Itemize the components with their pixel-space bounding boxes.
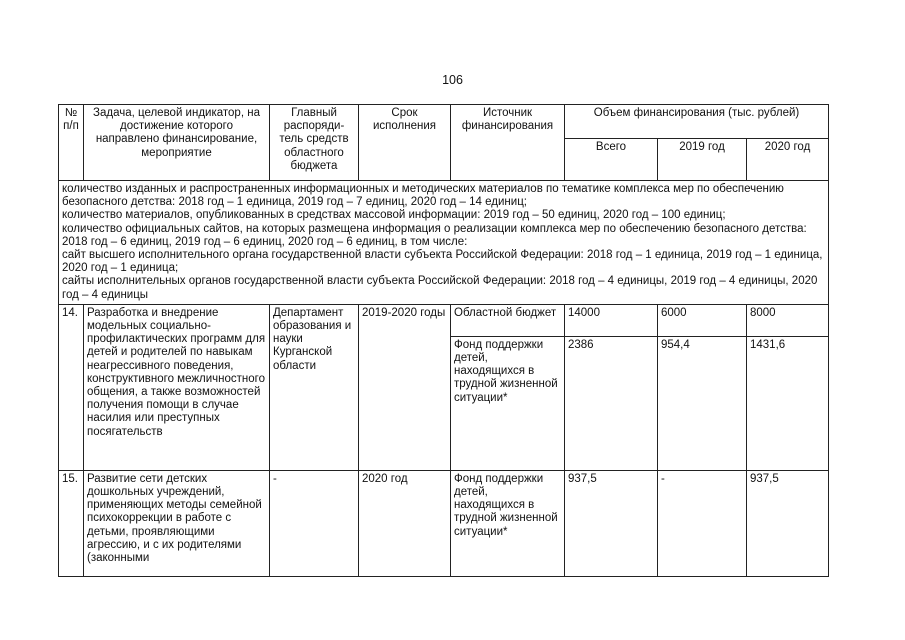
target-indicators <box>59 181 829 305</box>
indicator-line: количество материалов, опубликованных в средствах массовой информации: 2019 год – 50 единиц, 2020 год – 100 единиц; <box>62 209 726 222</box>
row-15-term: 2020 год <box>359 470 451 576</box>
row-14-2020-1: 8000 <box>747 304 829 336</box>
row-15-task: Развитие сети детских дошкольных учреждений, применяющих методы семейной психокоррекции в работе с детьми, проявляющими агрессию, и с их родителями (законными <box>84 470 270 576</box>
header-task: Задача, целевой индикатор, на достижение которого направлено финансирование, мероприятие <box>84 105 270 181</box>
header-2020: 2020 год <box>747 139 829 181</box>
header-term: Срок исполнения <box>359 105 451 181</box>
financing-table <box>58 104 829 577</box>
row-14-num: 14. <box>59 304 84 470</box>
row-14-total-1: 14000 <box>565 304 658 336</box>
row-14-total-2: 2386 <box>565 336 658 470</box>
header-volume: Объем финансирования (тыс. рублей) <box>565 105 829 139</box>
row-14-2020-2: 1431,6 <box>747 336 829 470</box>
row-14-term: 2019-2020 годы <box>359 304 451 470</box>
header-total: Всего <box>565 139 658 181</box>
row-15-num: 15. <box>59 470 84 576</box>
indicator-line: сайты исполнительных органов государственной власти субъекта Российской Федерации: 2018 год – 4 единицы, 2019 год – 4 единицы, 2020 год – 4 единицы <box>62 275 818 301</box>
indicator-line: количество официальных сайтов, на которых размещена информация о реализации комплекса мер по обеспечению безопасного детства: 2018 год – 6 единиц, 2019 год – 6 единиц, 2020 год – 6 единиц, в том числе: <box>62 222 807 248</box>
row-14-2019-2: 954,4 <box>658 336 747 470</box>
row-14-task: Разработка и внедрение модельных социально-профилактических программ для детей и родителей по навыкам неагрессивного поведения, конструктивного межличностного общения, а также возможностей получения помощи в случае насилия или преступных посягательств <box>84 304 270 470</box>
header-source: Источник финансирования <box>451 105 565 181</box>
indicator-line: количество изданных и распространенных информационных и методических материалов по тематике комплекса мер по обеспечению безопасного детства: 2018 год – 1 единица, 2019 год – 7 единиц, 2020 год – 14 единиц; <box>62 183 784 209</box>
row-15-total: 937,5 <box>565 470 658 576</box>
header-num: № п/п <box>59 105 84 181</box>
indicator-line: сайт высшего исполнительного органа государственной власти субъекта Российской Федерации: 2018 год – 1 единица, 2019 год – 1 единица, 2020 год – 1 единица; <box>62 249 823 275</box>
row-15-2019: - <box>658 470 747 576</box>
header-manager: Главный распоряди-тель средств областного бюджета <box>270 105 359 181</box>
row-14-source-1: Областной бюджет <box>451 304 565 336</box>
row-14-2019-1: 6000 <box>658 304 747 336</box>
row-15-2020: 937,5 <box>747 470 829 576</box>
row-14-manager: Департамент образования и науки Курганской области <box>270 304 359 470</box>
header-2019: 2019 год <box>658 139 747 181</box>
page-number: 106 <box>442 73 463 87</box>
row-15-manager: - <box>270 470 359 576</box>
row-14-source-2: Фонд поддержки детей, находящихся в трудной жизненной ситуации* <box>451 336 565 470</box>
row-15-source: Фонд поддержки детей, находящихся в трудной жизненной ситуации* <box>451 470 565 576</box>
